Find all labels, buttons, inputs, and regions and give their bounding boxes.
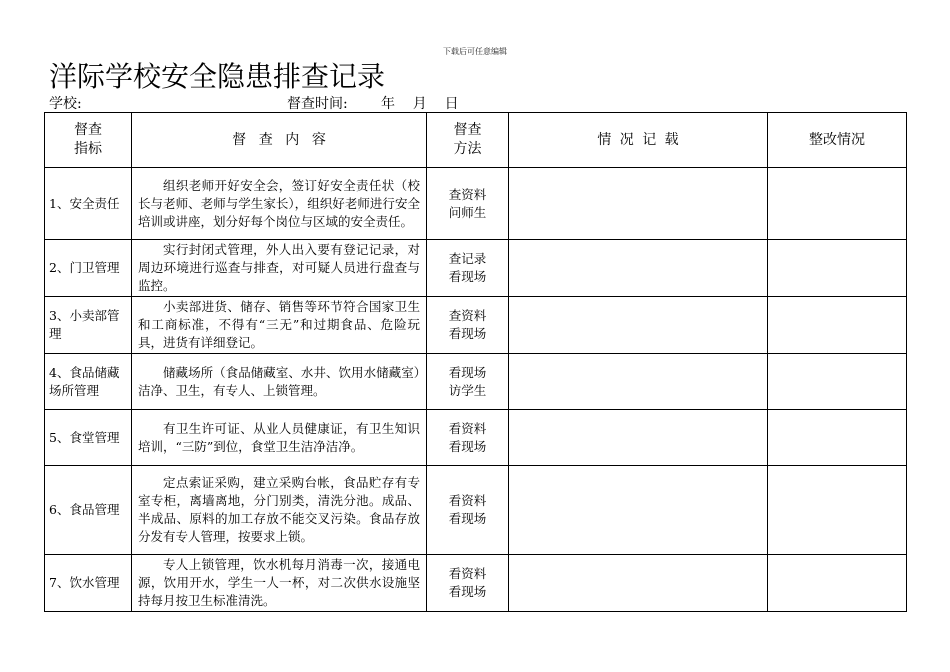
row-content [132, 466, 427, 555]
row-method-line1: 查记录 [448, 251, 487, 266]
row-indicator: 1、安全责任 [45, 168, 132, 240]
row-method [427, 410, 509, 466]
row-content [132, 168, 427, 240]
row-indicator: 2、门卫管理 [45, 240, 132, 297]
row-content-text: 储藏场所（食品储藏室、水井、饮用水储藏室）洁净、卫生，有专人、上锁管理。 [138, 364, 420, 398]
row-method [427, 240, 509, 297]
date-template: 年 月 日 [381, 96, 459, 112]
header-method [427, 113, 509, 168]
row-method-line1: 查资料 [448, 186, 487, 202]
row-indicator: 3、小卖部管理 [45, 297, 132, 354]
header-note: 下载后可任意编辑 [443, 47, 507, 56]
header-indicator-line1: 督查 [74, 122, 102, 138]
row-content-text: 实行封闭式管理，外人出入要有登记记录，对周边环境进行巡查与排查，对可疑人员进行盘查与监控。 [138, 242, 420, 293]
row-method-line2: 看现场 [448, 511, 487, 526]
row-method-line2: 看现场 [448, 269, 487, 284]
row-method-line2: 看现场 [448, 584, 487, 599]
row-rectify-cell[interactable] [768, 297, 907, 354]
row-record-cell[interactable] [509, 354, 768, 410]
row-content [132, 354, 427, 410]
row-rectify-cell[interactable] [768, 240, 907, 297]
header-content-label: 督查内容 [232, 131, 339, 148]
inspection-time-label: 督查时间: [287, 96, 348, 112]
row-content [132, 240, 427, 297]
row-method-line1: 看资料 [448, 493, 487, 508]
row-content [132, 555, 427, 612]
header-content [132, 113, 427, 168]
header-method-line1: 督查 [453, 122, 482, 138]
row-method-line1: 查资料 [448, 308, 487, 323]
inspection-table [44, 112, 907, 612]
row-content-text: 组织老师开好安全会，签订好安全责任状（校长与老师、老师与学生家长），组织好老师进行安全培训或讲座，划分好每个岗位与区域的安全责任。 [138, 177, 420, 229]
row-content-text: 有卫生许可证、从业人员健康证，有卫生知识培训，“三防”到位，食堂卫生洁净洁净。 [138, 420, 420, 454]
header-indicator-line2: 指标 [74, 141, 102, 157]
row-record-cell[interactable] [509, 555, 768, 612]
table-row [45, 410, 907, 466]
row-method-line1: 看资料 [448, 566, 487, 581]
table-row [45, 466, 907, 555]
row-method [427, 555, 509, 612]
table-row [45, 297, 907, 354]
row-method [427, 168, 509, 240]
row-method-line2: 看现场 [448, 326, 487, 341]
row-method-line2: 问师生 [448, 204, 487, 220]
row-content [132, 297, 427, 354]
row-method-line2: 看现场 [448, 438, 487, 454]
row-rectify-cell[interactable] [768, 168, 907, 240]
header-rectify-label: 整改情况 [809, 131, 865, 148]
header-record-label: 情况记载 [597, 131, 687, 148]
row-record-cell[interactable] [509, 410, 768, 466]
page-title: 洋际学校安全隐患排查记录 [49, 60, 386, 93]
row-rectify-cell[interactable] [768, 466, 907, 555]
row-record-cell[interactable] [509, 466, 768, 555]
row-method-line1: 看资料 [448, 420, 487, 436]
row-record-cell[interactable] [509, 168, 768, 240]
row-method [427, 466, 509, 555]
table-row [45, 555, 907, 612]
row-indicator: 5、食堂管理 [45, 410, 132, 466]
row-indicator: 6、食品管理 [45, 466, 132, 555]
row-method [427, 354, 509, 410]
header-method-line2: 方法 [453, 141, 482, 157]
table-row [45, 240, 907, 297]
header-record [509, 113, 768, 168]
row-record-cell[interactable] [509, 240, 768, 297]
row-method-line1: 看现场 [448, 364, 487, 380]
row-content-text: 专人上锁管理，饮水机每月消毒一次，接通电源，饮用开水，学生一人一杯，对二次供水设施坚持每月按卫生标准清洗。 [138, 557, 420, 608]
school-label: 学校: [49, 96, 82, 112]
row-content [132, 410, 427, 466]
row-record-cell[interactable] [509, 297, 768, 354]
row-content-text: 定点索证采购，建立采购台帐，食品贮存有专室专柜，离墙离地，分门别类，清洗分池。成品、半成品、原料的加工存放不能交叉污染。食品存放分发有专人管理，按要求上锁。 [138, 475, 420, 544]
row-indicator: 4、食品储藏场所管理 [45, 354, 132, 410]
row-rectify-cell[interactable] [768, 410, 907, 466]
table-row [45, 168, 907, 240]
header-indicator [45, 113, 132, 168]
row-method-line2: 访学生 [448, 382, 487, 398]
row-content-text: 小卖部进货、储存、销售等环节符合国家卫生和工商标准，不得有“三无”和过期食品、危险玩具，进货有详细登记。 [138, 299, 420, 350]
header-rectify [768, 113, 907, 168]
table-row [45, 354, 907, 410]
table-header-row [45, 113, 907, 168]
row-indicator: 7、饮水管理 [45, 555, 132, 612]
row-method [427, 297, 509, 354]
row-rectify-cell[interactable] [768, 354, 907, 410]
row-rectify-cell[interactable] [768, 555, 907, 612]
